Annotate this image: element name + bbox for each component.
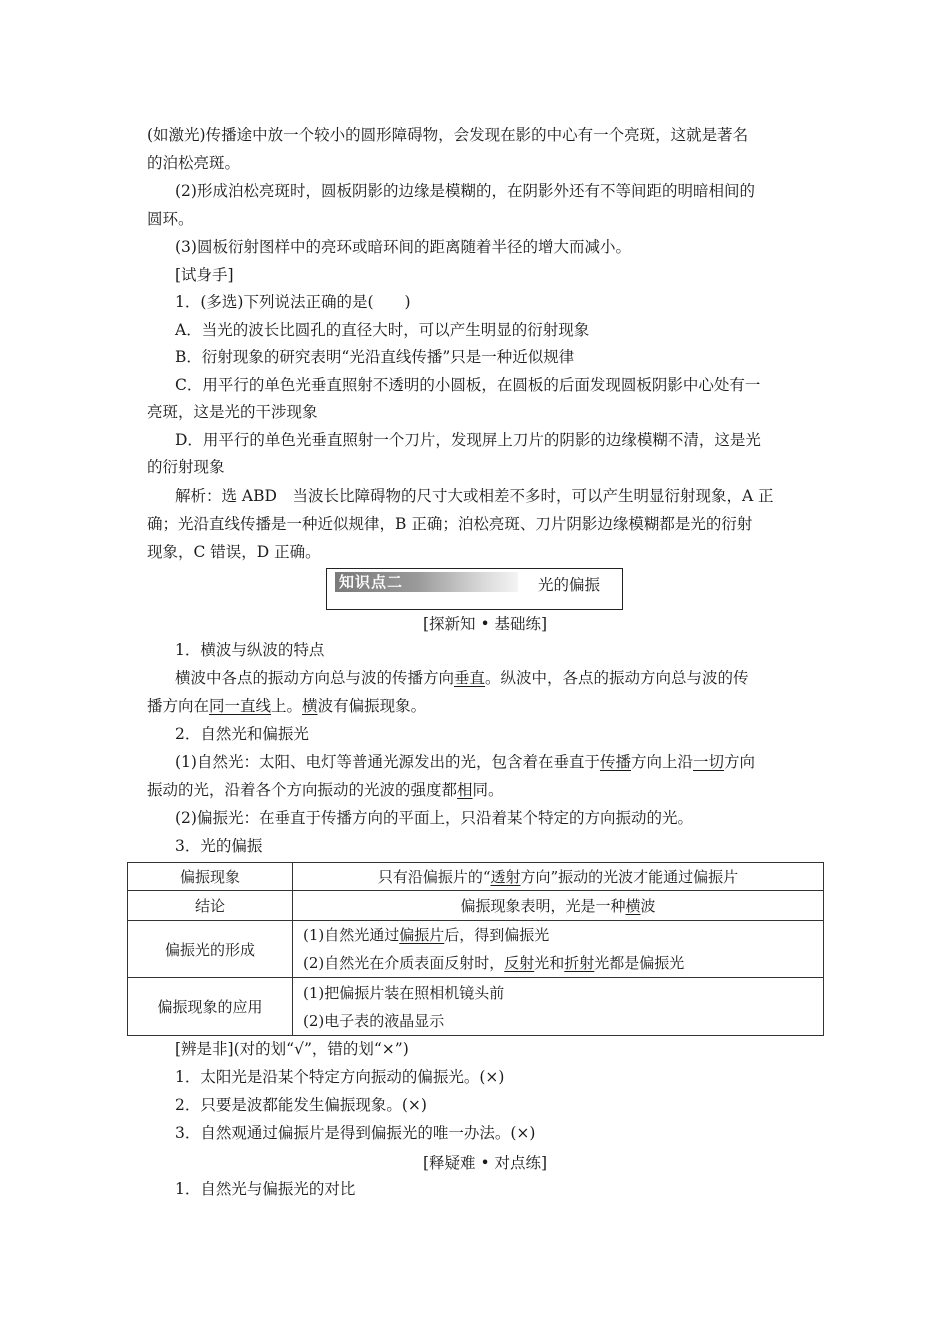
blank-answer: 透射: [490, 868, 521, 886]
section-title: 光的偏振: [538, 576, 601, 594]
blank-answer: 横: [302, 697, 318, 715]
text: 后，得到偏振光: [444, 926, 550, 944]
part1-line1: [175, 668, 749, 688]
cell-line: [303, 949, 823, 977]
para-3: (3)圆板衍射图样中的亮环或暗环间的距离随着半径的增大而减小。: [175, 238, 631, 256]
doubt-item-1: 1．自然光与偏振光的对比: [175, 1180, 356, 1198]
part2-heading: 2．自然光和偏振光: [175, 725, 309, 743]
solution-line2: 确；光沿直线传播是一种近似规律，B 正确；泊松亮斑、刀片阴影边缘模糊都是光的衍射: [147, 515, 753, 533]
judge-item-1: 1．太阳光是沿某个特定方向振动的偏振光。(×): [175, 1068, 505, 1086]
solution-line1: 解析：选 ABD 当波长比障碍物的尺寸大或相差不多时，可以产生明显衍射现象，A 正: [175, 487, 774, 505]
row-header: 偏振光的形成: [128, 921, 293, 978]
explore-heading: [探新知 • 基础练]: [423, 615, 548, 633]
text: 振动的光，沿着各个方向振动的光波的强度都: [147, 781, 458, 799]
judge-item-2: 2．只要是波都能发生偏振现象。(×): [175, 1096, 427, 1114]
option-b: B．衍射现象的研究表明“光沿直线传播”只是一种近似规律: [175, 348, 575, 366]
table-row: [128, 978, 824, 1036]
table-row: [128, 863, 824, 891]
text: 光都是偏振光: [594, 954, 685, 972]
try-heading: [试身手]: [175, 266, 234, 284]
blank-answer: 折射: [564, 954, 595, 972]
para-poisson-line2: 的泊松亮斑。: [147, 154, 241, 172]
row-header: 偏振现象的应用: [128, 978, 293, 1036]
option-c-line1: C．用平行的单色光垂直照射不透明的小圆板，在圆板的后面发现圆板阴影中心处有一: [175, 376, 761, 394]
section-badge-label: 知识点二: [339, 573, 404, 591]
solution-line3: 现象，C 错误，D 正确。: [147, 543, 321, 561]
text: (1)自然光：太阳、电灯等普通光源发出的光，包含着在垂直于: [175, 753, 600, 771]
table-row: [128, 891, 824, 921]
text: 偏振现象表明，光是一种: [460, 897, 626, 915]
row-header: 结论: [128, 891, 293, 921]
blank-answer: 相: [457, 781, 473, 799]
part2-line3: (2)偏振光：在垂直于传播方向的平面上，只沿着某个特定的方向振动的光。: [175, 809, 693, 827]
text: 光和: [534, 954, 565, 972]
option-a: A．当光的波长比圆孔的直径大时，可以产生明显的衍射现象: [175, 321, 590, 339]
option-d-line1: D．用平行的单色光垂直照射一个刀片，发现屏上刀片的阴影的边缘模糊不清，这是光: [175, 431, 761, 449]
part1-heading: 1．横波与纵波的特点: [175, 641, 325, 659]
judge-heading: [辨是非](对的划“√”，错的划“×”): [175, 1040, 409, 1058]
para-poisson-line1: (如激光)传播途中放一个较小的圆形障碍物，会发现在影的中心有一个亮斑，这就是著名: [147, 126, 749, 144]
para-2-line2: 圆环。: [147, 210, 194, 228]
cell-line: (1)把偏振片装在照相机镜头前: [303, 983, 505, 1002]
judge-item-3: 3．自然观通过偏振片是得到偏振光的唯一办法。(×): [175, 1124, 536, 1142]
text: (1)自然光通过: [303, 926, 400, 944]
blank-answer: 偏振片: [399, 926, 445, 944]
text: 横波中各点的振动方向总与波的传播方向: [175, 669, 455, 687]
part2-line2: [147, 780, 504, 800]
table-cell: [293, 863, 824, 891]
blank-answer: 横: [625, 897, 641, 915]
text: 方向”振动的光波才能通过偏振片: [520, 868, 739, 886]
section-badge: [335, 572, 518, 592]
part3-heading: 3．光的偏振: [175, 837, 263, 855]
text: 播方向在: [147, 697, 210, 715]
text: (2)自然光在介质表面反射时，: [303, 954, 505, 972]
blank-answer: 垂直: [454, 669, 486, 687]
para-2-line1: (2)形成泊松亮斑时，圆板阴影的边缘是模糊的，在阴影外还有不等间距的明暗相间的: [175, 182, 755, 200]
doubt-heading: [释疑难 • 对点练]: [423, 1154, 548, 1172]
text: 方向: [724, 753, 756, 771]
table-cell: [293, 891, 824, 921]
text: 波: [640, 897, 656, 915]
question-1: 1．(多选)下列说法正确的是( ): [175, 293, 411, 311]
text: 只有沿偏振片的“: [377, 868, 491, 886]
row-header: 偏振现象: [128, 863, 293, 891]
part1-line2: [147, 696, 426, 716]
blank-answer: 一切: [693, 753, 725, 771]
option-d-line2: 的衍射现象: [147, 458, 225, 476]
text: 方向上沿: [630, 753, 693, 771]
blank-answer: 反射: [504, 954, 535, 972]
cell-line: (2)电子表的液晶显示: [303, 1011, 445, 1030]
polarization-table: [127, 862, 824, 1036]
option-c-line2: 亮斑，这是光的干涉现象: [147, 403, 318, 421]
blank-answer: 传播: [599, 753, 631, 771]
text: 。纵波中，各点的振动方向总与波的传: [485, 669, 749, 687]
part2-line1: [175, 752, 755, 772]
table-cell: [293, 978, 824, 1036]
text: 上。: [271, 697, 303, 715]
text: 波有偏振现象。: [317, 697, 427, 715]
table-cell: [293, 921, 824, 978]
table-row: [128, 921, 824, 978]
cell-line: [303, 921, 823, 949]
text: 同。: [472, 781, 504, 799]
blank-answer: 同一直线: [209, 697, 272, 715]
